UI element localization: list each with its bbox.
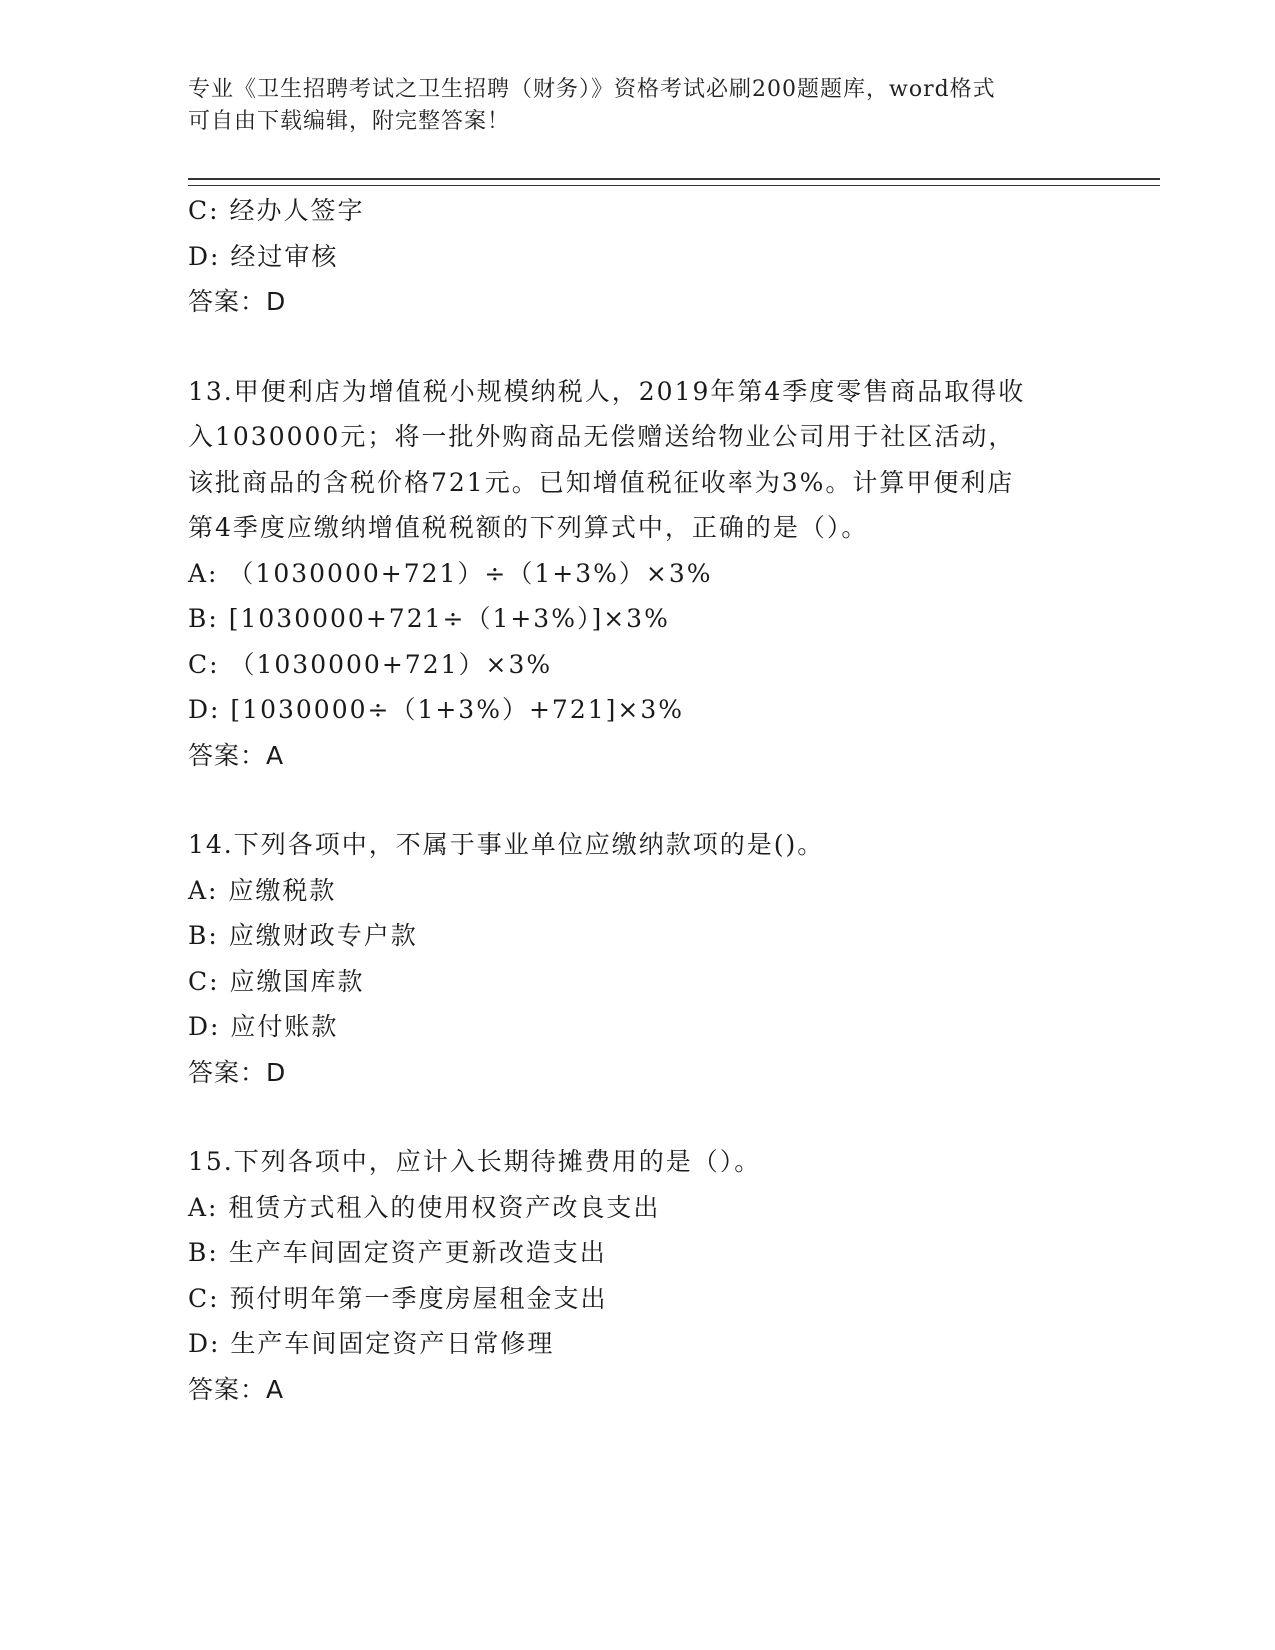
spacer: [188, 778, 1088, 822]
q13-stem-line-4: 第4季度应缴纳增值税税额的下列算式中，正确的是（）。: [188, 513, 869, 542]
q13-option-c: C: （1030000+721）×3%: [188, 649, 553, 679]
q15-stem: 15.下列各项中，应计入长期待摊费用的是（）。: [188, 1147, 762, 1176]
question-12: [188, 188, 1088, 325]
q14-option-d: D: 应付账款: [188, 1012, 339, 1041]
q14-option-b: B: 应缴财政专户款: [188, 921, 418, 950]
header-divider: [188, 178, 1160, 186]
q12-answer: 答案：D: [188, 287, 287, 316]
question-13: [188, 369, 1088, 779]
q13-option-a: A: （1030000+721）÷（1+3%）×3%: [188, 558, 713, 588]
q15-answer: 答案：A: [188, 1374, 285, 1404]
q13-option-d: D: [1030000÷（1+3%）+721]×3%: [188, 695, 684, 724]
q15-option-d: D: 生产车间固定资产日常修理: [188, 1329, 555, 1358]
question-15: [188, 1139, 1088, 1412]
q15-option-c: C: 预付明年第一季度房屋租金支出: [188, 1283, 608, 1313]
page-header: [188, 74, 1068, 138]
header-title-line-2: 可自由下载编辑，附完整答案！: [188, 109, 511, 134]
q13-option-b: B: [1030000+721÷（1+3%）]×3%: [188, 604, 670, 633]
q15-option-a: A: 租赁方式租入的使用权资产改良支出: [188, 1192, 661, 1222]
q14-option-a: A: 应缴税款: [188, 875, 337, 905]
q13-stem-line-1: 13.甲便利店为增值税小规模纳税人，2019年第4季度零售商品取得收: [188, 376, 1026, 406]
q13-answer: 答案：A: [188, 740, 285, 770]
spacer: [188, 1095, 1088, 1139]
q14-option-c: C: 应缴国库款: [188, 966, 365, 996]
spacer: [188, 325, 1088, 369]
header-title-line-1: 专业《卫生招聘考试之卫生招聘（财务）》资格考试必刷200题题库，word格式: [188, 77, 996, 102]
q13-stem-line-3: 该批商品的含税价格721元。已知增值税征收率为3%。计算甲便利店: [188, 467, 1015, 497]
question-14: [188, 822, 1088, 1095]
question-content: [188, 188, 1088, 1412]
q12-option-d: D: 经过审核: [188, 241, 339, 271]
q12-option-c: C: 经办人签字: [188, 196, 365, 225]
q13-stem-line-2: 入1030000元；将一批外购商品无偿赠送给物业公司用于社区活动，: [188, 422, 1016, 451]
q14-answer: 答案：D: [188, 1057, 287, 1087]
q14-stem: 14.下列各项中，不属于事业单位应缴纳款项的是()。: [188, 830, 825, 859]
q15-option-b: B: 生产车间固定资产更新改造支出: [188, 1238, 607, 1267]
